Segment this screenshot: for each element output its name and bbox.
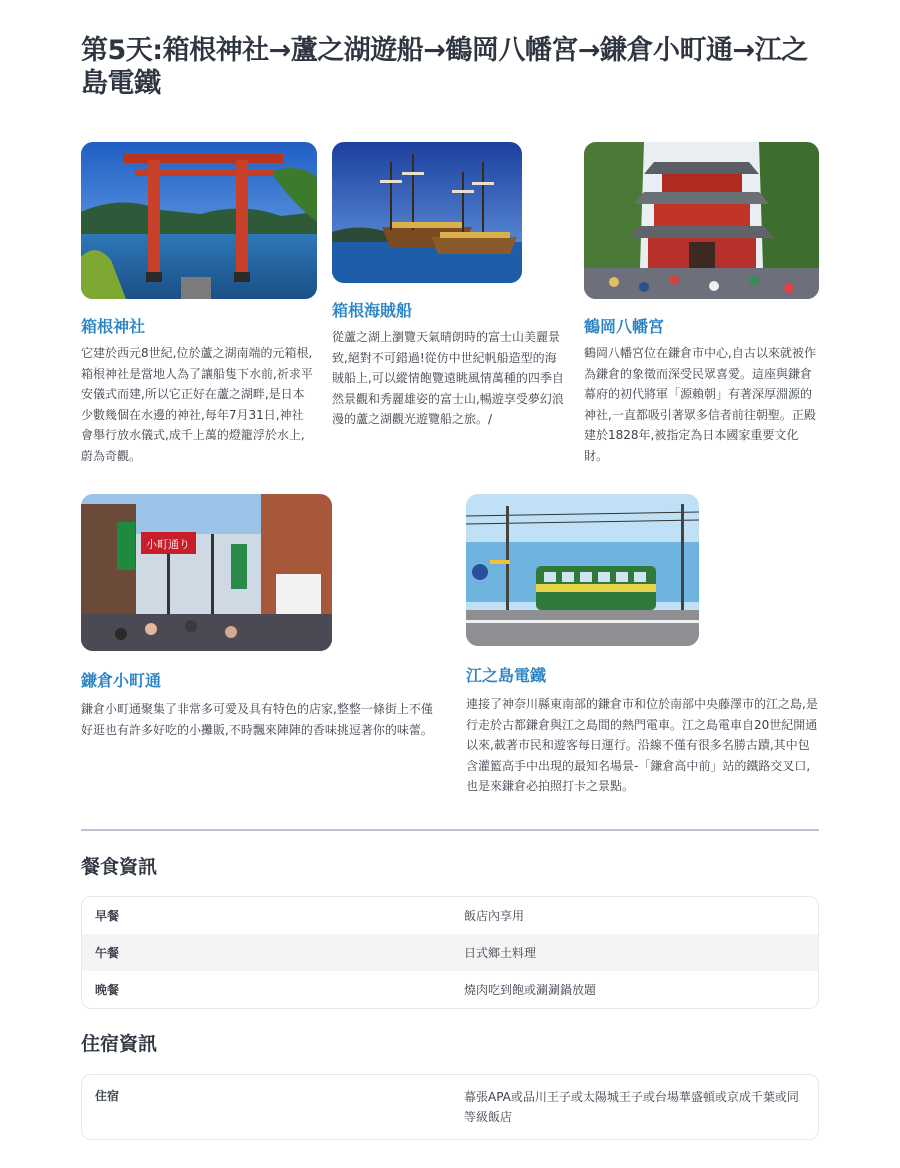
spot-desc-hachimangu: 鶴岡八幡宮位在鎌倉市中心,自古以來就被作為鎌倉的象徵而深受民眾喜愛。這座與鎌倉幕府的初代將軍「源賴朝」有著深厚淵源的神社,一直都吸引著眾多信者前往朝聖。正殿建於1828年,被指定為日本國家重要文化財。 [584, 346, 816, 463]
lodging-value: 幕張APA或品川王子或太陽城王子或台場華盛頓或京成千葉或同等級飯店 [464, 1090, 799, 1124]
spot-desc-pirate-ship: 從蘆之湖上瀏覽天氣晴朗時的富士山美麗景致,絕對不可錯過!從仿中世紀帆船造型的海賊船上,可以縱情飽覽遠眺風情萬種的四季自然景觀和秀麗雄姿的富士山,暢遊享受夢幻浪漫的蘆之湖觀光遊覽船之旅。/ [332, 330, 564, 426]
spot-title-hachimangu: 鶴岡八幡宮 [584, 317, 665, 336]
spot-hachimangu [584, 142, 819, 299]
lodging-label: 住宿 [95, 1089, 120, 1103]
spot-hakone-shrine [81, 142, 317, 299]
meal-label-lunch: 午餐 [95, 946, 120, 960]
spot-title-pirate-ship: 箱根海賊船 [332, 301, 413, 320]
lodging-table [81, 1074, 819, 1140]
table-row [82, 934, 818, 971]
spot-enoden [466, 494, 699, 646]
table-row [82, 971, 818, 1008]
spot-title-komachi-dori: 鎌倉小町通 [81, 671, 162, 690]
torii-gate-lake-photo [81, 142, 317, 299]
meal-value-dinner: 燒肉吃到飽或涮涮鍋放題 [464, 983, 597, 997]
meals-section-title: 餐食資訊 [81, 856, 158, 878]
section-divider [81, 829, 819, 831]
spot-desc-komachi-dori: 鎌倉小町通聚集了非常多可愛及具有特色的店家,整整一條街上不僅好逛也有許多好吃的小攤販,不時飄來陣陣的香味挑逗著你的味蕾。 [81, 702, 433, 737]
spot-desc-hakone-shrine: 它建於西元8世紀,位於蘆之湖南端的元箱根,箱根神社是當地人為了讓船隻下水前,祈求平安儀式而建,所以它正好在蘆之湖畔,是日本少數幾個在水邊的神社,每年7月31日,神社會舉行放水儀式,成千上萬的燈籠浮於水上,蔚為奇觀。 [81, 346, 313, 463]
enoden-train-photo [466, 494, 699, 646]
sign-text: 小町通り [146, 538, 190, 551]
shrine-gate-photo [584, 142, 819, 299]
spot-komachi-dori [81, 494, 332, 651]
spot-title-hakone-shrine: 箱根神社 [81, 317, 146, 336]
meal-label-breakfast: 早餐 [95, 909, 120, 923]
pirate-ship-photo [332, 142, 522, 283]
table-row [82, 897, 818, 934]
shopping-street-photo [81, 494, 332, 651]
lodging-section-title: 住宿資訊 [81, 1033, 158, 1055]
table-row [82, 1075, 818, 1139]
spot-title-enoden: 江之島電鐵 [466, 666, 547, 685]
meal-value-lunch: 日式鄉土料理 [464, 946, 537, 960]
meal-label-dinner: 晚餐 [95, 983, 120, 997]
meals-table [81, 896, 819, 1009]
spot-desc-enoden: 連接了神奈川縣東南部的鎌倉市和位於南部中央藤澤市的江之島,是行走於古都鎌倉與江之島間的熱門電車。江之島電車自20世紀開通以來,載著市民和遊客每日運行。沿線不僅有很多名勝古蹟,其中包含灌籃高手中出現的最知名場景-「鎌倉高中前」站的鐵路交叉口,也是來鎌倉必拍照打卡之景點。 [466, 697, 818, 793]
day-title: 第5天:箱根神社→蘆之湖遊船→鶴岡八幡宮→鎌倉小町通→江之島電鐵 [81, 35, 808, 99]
meal-value-breakfast: 飯店內享用 [464, 909, 525, 923]
spot-pirate-ship [332, 142, 522, 283]
